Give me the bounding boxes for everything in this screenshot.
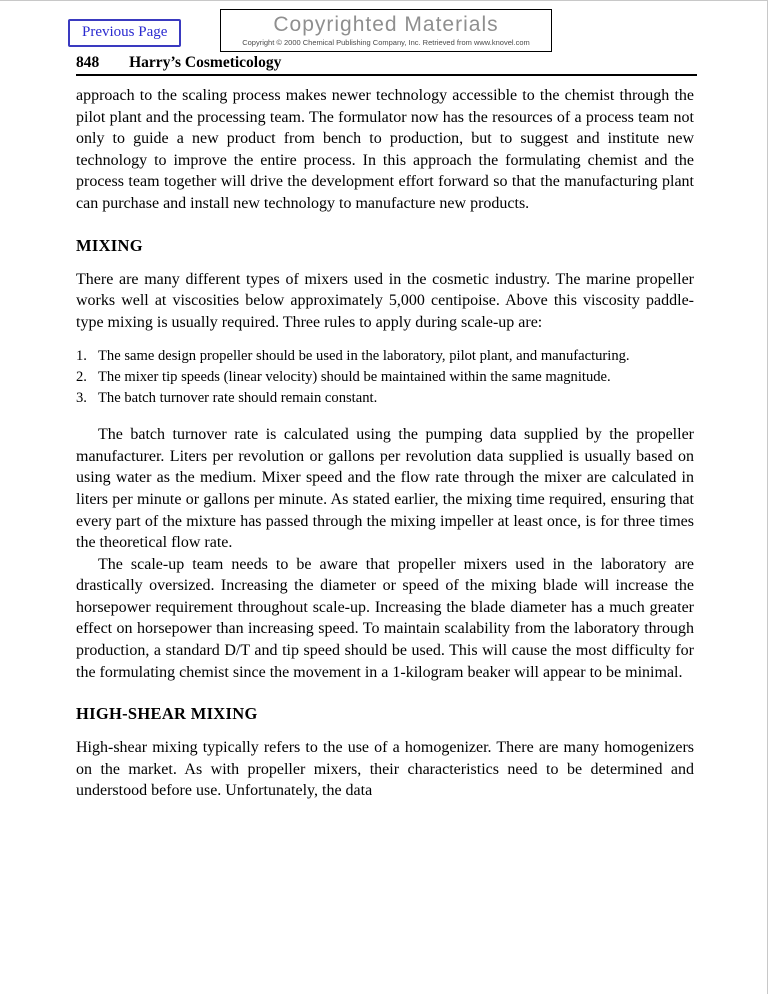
paragraph-batch-turnover: The batch turnover rate is calculated using the pumping data supplied by the propeller manufacturer. Liters per revolution or gallons per revolution data supplied is usually based on using water as the medium. Mixer speed and the flow rate through the mixer are calculated in liters per minute or gallons per minute. As stated earlier, the mixing time required, ensuring that every part of the mixture has passed through the mixing impeller at least once, is for three times the theoretical flow rate. bbox=[76, 426, 694, 552]
running-header bbox=[76, 54, 696, 72]
book-title: Harry’s Cosmeticology bbox=[129, 54, 282, 71]
list-item bbox=[76, 347, 694, 367]
paragraph-intro: approach to the scaling process makes newer technology accessible to the chemist through the pilot plant and the processing team. The formulator now has the resources of a process team not only to guide a new product from bench to production, but to suggest and institute new technology to improve the entire process. In this approach the formulating chemist and the process team together will drive the development effort forward so that the manufacturing plant can purchase and install new technology to manufacture new products. bbox=[76, 87, 694, 212]
copyright-subtitle: Copyright © 2000 Chemical Publishing Company, Inc. Retrieved from www.knovel.com bbox=[242, 38, 530, 47]
list-item bbox=[76, 389, 694, 409]
previous-page-button[interactable]: Previous Page bbox=[68, 19, 181, 47]
section-heading-mixing: MIXING bbox=[76, 235, 143, 255]
list-item-text: The same design propeller should be used in the laboratory, pilot plant, and manufacturing. bbox=[98, 348, 630, 365]
section-heading-high-shear-mixing: HIGH-SHEAR MIXING bbox=[76, 704, 258, 724]
list-item-text: The mixer tip speeds (linear velocity) should be maintained within the same magnitude. bbox=[98, 368, 611, 385]
paragraph-mixing-intro: There are many different types of mixers used in the cosmetic industry. The marine propeller works well at viscosities below approximately 5,000 centipoise. Above this viscosity paddle-type mixing is usually required. Three rules to apply during scale-up are: bbox=[76, 270, 694, 331]
page-number: 848 bbox=[76, 54, 100, 71]
list-item-number: 3. bbox=[76, 389, 87, 406]
paragraph-high-shear-intro: High-shear mixing typically refers to the use of a homogenizer. There are many homogenizers on the market. As with propeller mixers, their characteristics need to be determined and understood before use. Unfortunately, the data bbox=[76, 739, 694, 800]
copyright-title: Copyrighted Materials bbox=[273, 13, 499, 36]
copyright-box bbox=[220, 9, 552, 52]
list-item-number: 2. bbox=[76, 368, 87, 385]
list-item bbox=[76, 368, 694, 388]
header-rule bbox=[76, 74, 697, 76]
list-item-number: 1. bbox=[76, 348, 87, 365]
page-body bbox=[76, 85, 694, 802]
paragraph-scale-up-team: The scale-up team needs to be aware that propeller mixers used in the laboratory are drastically oversized. Increasing the diameter or speed of the mixing blade will increase the horsepower requirement throughout scale-up. Increasing the blade diameter has a much greater effect on horsepower than increasing speed. To maintain scalability from the laboratory through production, a standard D/T and tip speed should be used. This will cause the most difficulty for the formulating chemist since the movement in a 1-kilogram beaker will appear to be minimal. bbox=[76, 555, 694, 681]
list-item-text: The batch turnover rate should remain constant. bbox=[98, 389, 378, 406]
scale-up-rules-list bbox=[76, 347, 694, 408]
